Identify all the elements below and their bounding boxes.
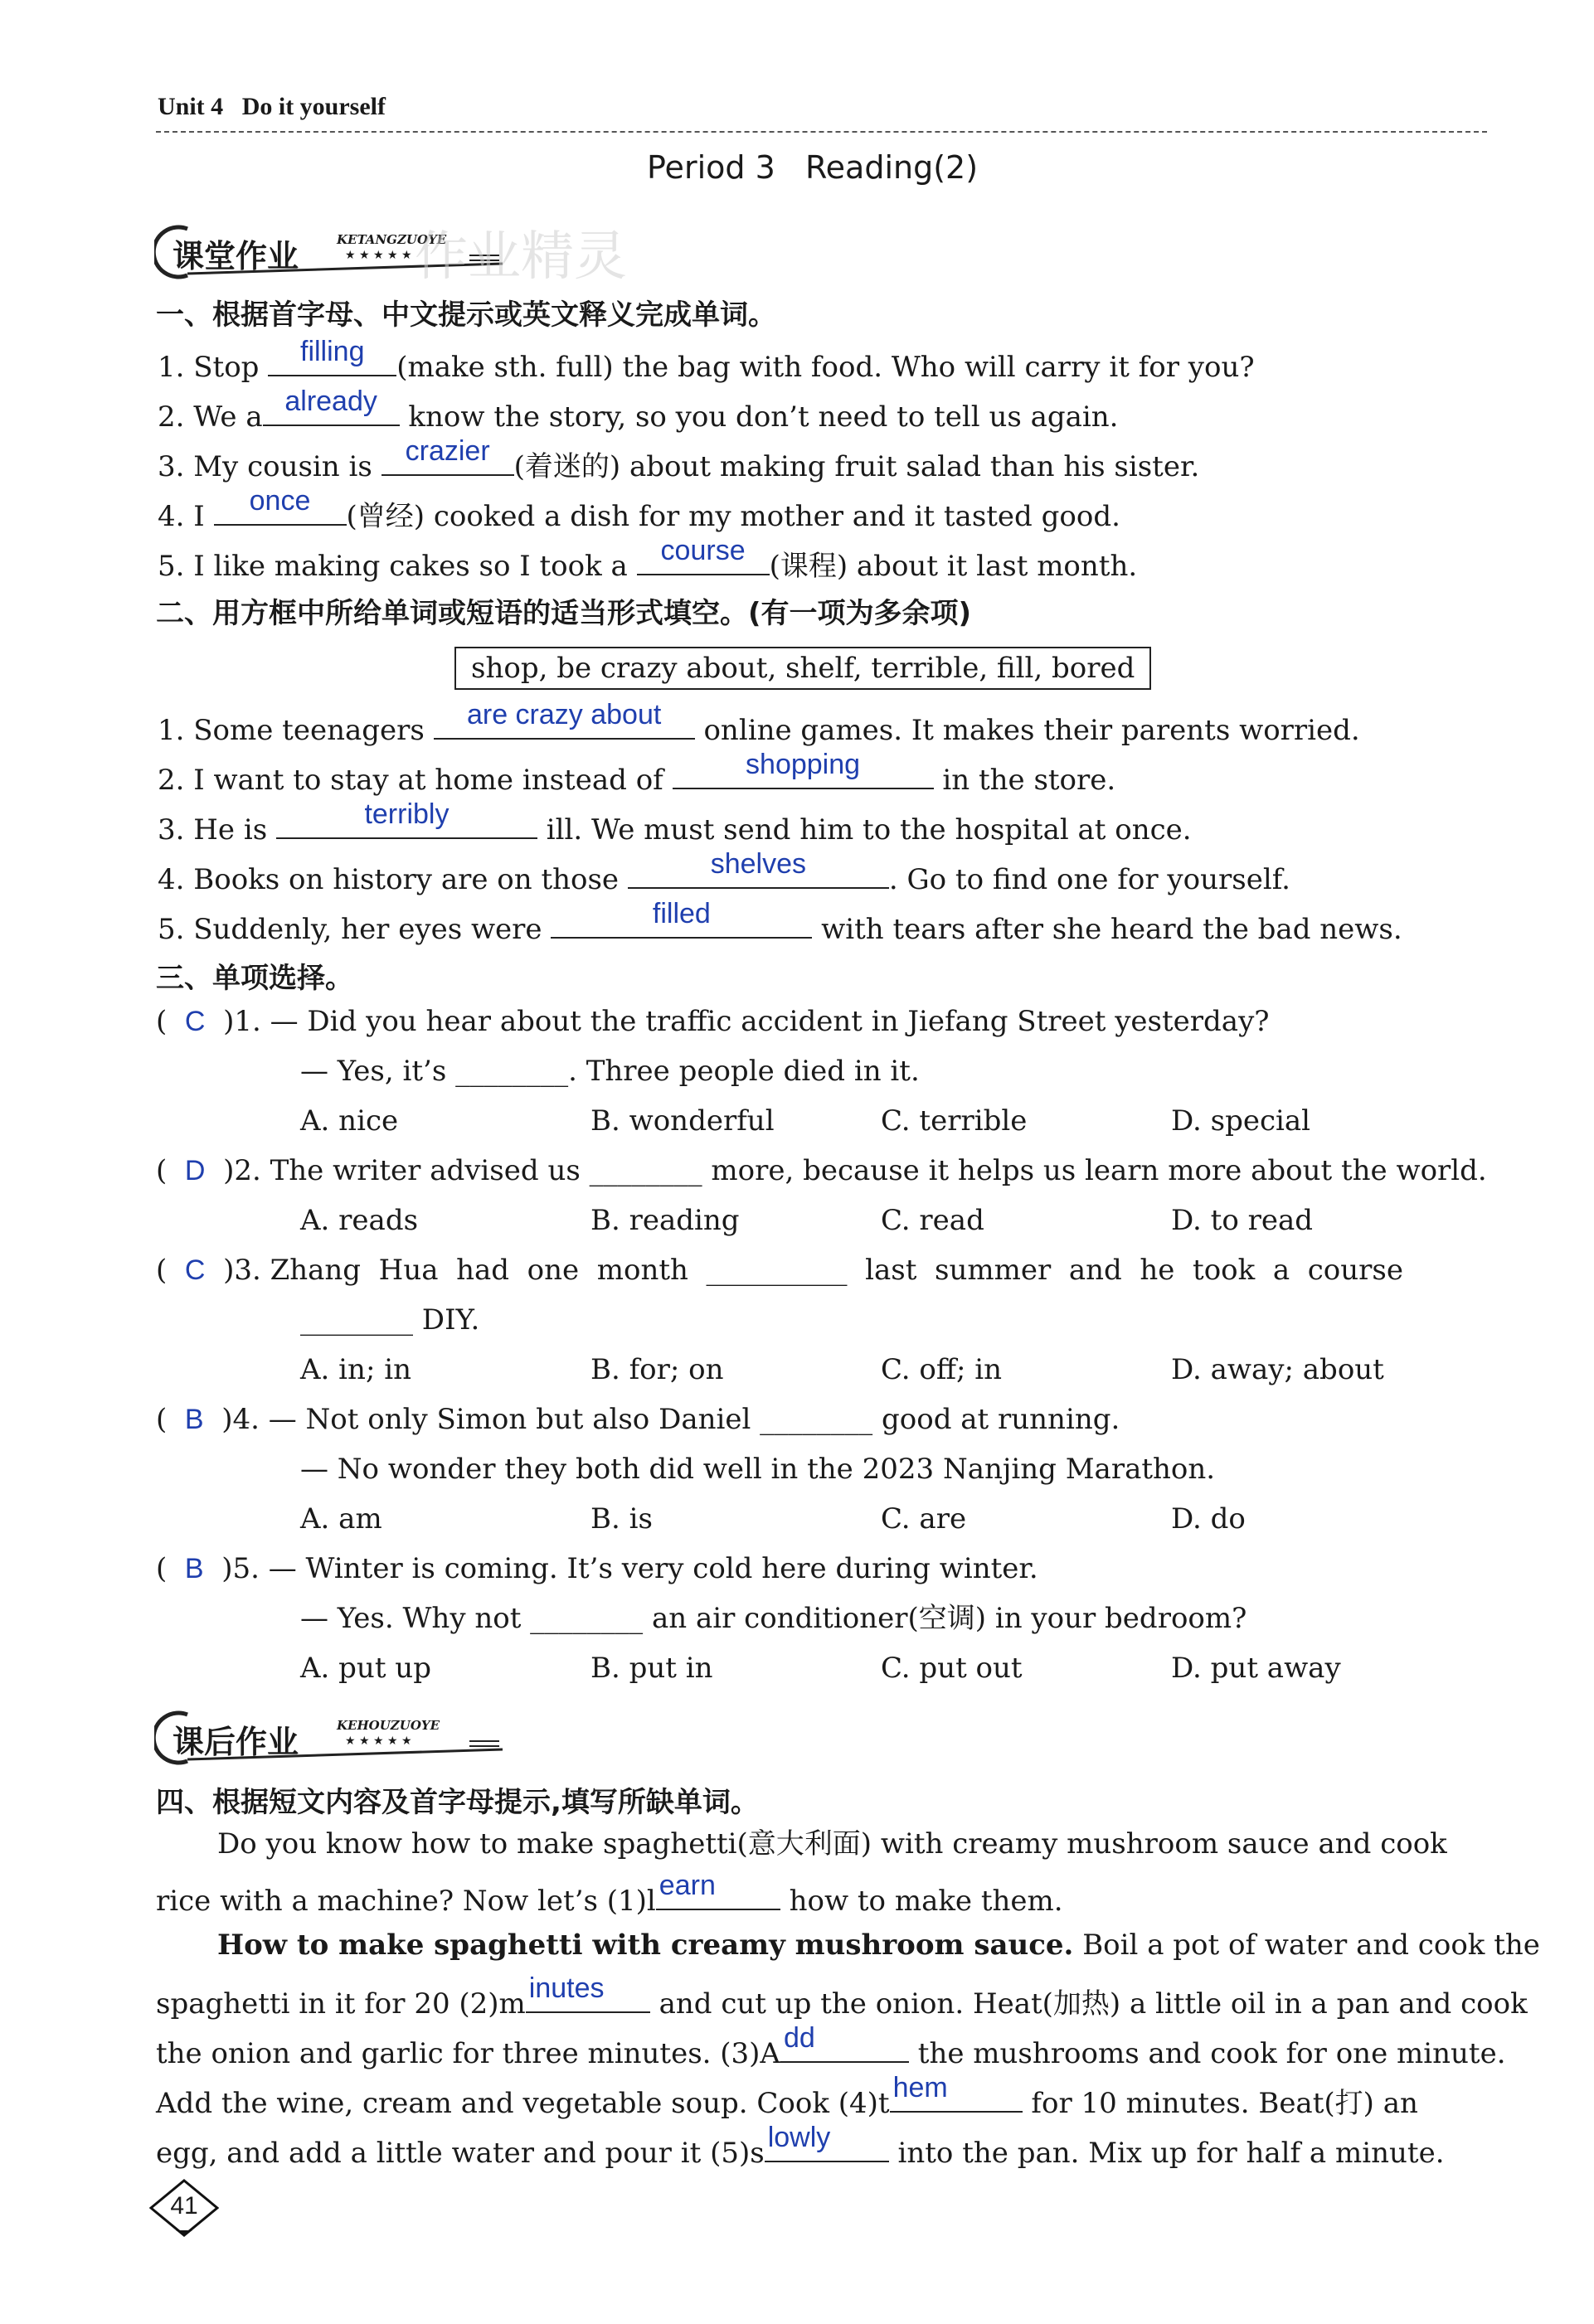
mc-option[interactable]: B. wonderful (590, 1104, 775, 1138)
header-divider (156, 131, 1487, 133)
s1-item-3: 3. My cousin is crazier (着迷的) about making fruit salad than his sister. (158, 435, 1200, 483)
mc-option[interactable]: D. to read (1171, 1204, 1314, 1237)
mc-option[interactable]: B. reading (590, 1204, 740, 1237)
unit-label: Unit 4 (158, 93, 224, 120)
mc-answer-4: B (184, 1404, 204, 1435)
passage-line-1: Do you know how to make spaghetti(意大利面) with creamy mushroom sauce and cook (217, 1827, 1447, 1861)
mc-answer-1: C (184, 1006, 206, 1037)
passage-line-3: How to make spaghetti with creamy mushroom sauce. Boil a pot of water and cook the (217, 1929, 1540, 1962)
mc-option[interactable]: B. for; on (590, 1353, 724, 1386)
s1-item-1: 1. Stop filling (make sth. full) the bag with food. Who will carry it for you? (158, 336, 1255, 384)
mc-answer-2: D (184, 1155, 206, 1186)
unit-title: Do it yourself (241, 93, 386, 120)
mc-answer-3: C (184, 1254, 206, 1286)
passage-answer-4: hem (892, 2072, 948, 2103)
mc-option[interactable]: B. is (590, 1502, 653, 1536)
passage-answer-5: lowly (767, 2122, 831, 2153)
mc-option[interactable]: A. am (300, 1502, 382, 1536)
badge-pinyin: KETANGZUOYE (337, 232, 447, 247)
mc-option[interactable]: C. off; in (881, 1353, 1003, 1386)
s2-answer-4: shelves (710, 848, 807, 880)
homework-badge (154, 1708, 519, 1768)
page-title: Period 3 Reading(2) (647, 149, 979, 186)
unit-header (158, 93, 386, 121)
s1-item-5: 5. I like making cakes so I took a course (课程) about it last month. (158, 535, 1138, 583)
section-3-title: 三、单项选择。 (156, 962, 353, 995)
s2-item-4: 4. Books on history are on those shelves . Go to find one for yourself. (158, 848, 1290, 896)
s1-answer-3: crazier (405, 435, 490, 467)
mc-question-1-line-2: — Yes, it’s ________. Three people died in it. (300, 1055, 920, 1088)
passage-answer-2: inutes (528, 1972, 605, 2004)
mc-option[interactable]: C. terrible (881, 1104, 1028, 1138)
section-4-title: 四、根据短文内容及首字母提示,填写所缺单词。 (156, 1786, 759, 1819)
s2-item-2: 2. I want to stay at home instead of shopping in the store. (158, 749, 1116, 797)
s2-item-5: 5. Suddenly, her eyes were filled with tears after she heard the bad news. (158, 898, 1402, 946)
badge-stars: ★ ★ ★ ★ ★ (345, 1735, 412, 1748)
s1-item-2: 2. We a already know the story, so you don’t need to tell us again. (158, 386, 1119, 434)
section-2-title: 二、用方框中所给单词或短语的适当形式填空。(有一项为多余项) (156, 597, 972, 630)
s2-answer-1: are crazy about (466, 699, 662, 730)
badge-label: 课后作业 (173, 1724, 299, 1760)
s1-answer-2: already (284, 386, 377, 417)
mc-option[interactable]: D. away; about (1171, 1353, 1384, 1386)
badge-stars: ★ ★ ★ ★ ★ (345, 249, 412, 262)
s1-item-4: 4. I once (曾经) cooked a dish for my mother and it tasted good. (158, 485, 1120, 533)
passage-subheading: How to make spaghetti with creamy mushroom sauce. (217, 1929, 1074, 1962)
passage-answer-1: earn (658, 1870, 716, 1901)
passage-answer-3: dd (783, 2022, 815, 2054)
mc-question-3: ( C )3. Zhang Hua had one month __________ last summer and he took a course (156, 1254, 1403, 1287)
s1-answer-4: once (249, 485, 311, 517)
mc-question-1: ( C )1. — Did you hear about the traffic accident in Jiefang Street yesterday? (156, 1005, 1270, 1038)
s2-answer-2: shopping (746, 749, 861, 780)
badge-label: 课堂作业 (173, 238, 299, 274)
passage-line-7: egg, and add a little water and pour it (5)s lowly into the pan. Mix up for half a minute. (156, 2122, 1445, 2170)
s2-item-3: 3. He is terribly ill. We must send him to the hospital at once. (158, 798, 1192, 847)
s1-answer-1: filling (300, 336, 365, 367)
mc-question-4: ( B )4. — Not only Simon but also Daniel ________ good at running. (156, 1403, 1120, 1436)
passage-line-5: the onion and garlic for three minutes. (3)A dd the mushrooms and cook for one minute. (156, 2022, 1506, 2070)
mc-option[interactable]: A. in; in (300, 1353, 411, 1386)
passage-line-4: spaghetti in it for 20 (2)m inutes and cut up the onion. Heat(加热) a little oil in a pan and cook (156, 1972, 1528, 2021)
mc-question-3-line-2: ________ DIY. (300, 1303, 480, 1337)
mc-option[interactable]: B. put in (590, 1652, 713, 1685)
mc-question-5: ( B )5. — Winter is coming. It’s very cold here during winter. (156, 1552, 1038, 1585)
passage-line-2: rice with a machine? Now let’s (1)l earn how to make them. (156, 1870, 1063, 1918)
mc-option[interactable]: A. put up (300, 1652, 431, 1685)
mc-question-2: ( D )2. The writer advised us ________ more, because it helps us learn more about the world. (156, 1154, 1487, 1187)
mc-option[interactable]: C. read (881, 1204, 984, 1237)
watermark: 作业精灵 (415, 226, 627, 288)
mc-answer-5: B (184, 1553, 204, 1584)
mc-option[interactable]: D. do (1171, 1502, 1246, 1536)
s2-answer-3: terribly (364, 798, 450, 830)
section-1-title: 一、根据首字母、中文提示或英文释义完成单词。 (156, 298, 776, 332)
passage-line-6: Add the wine, cream and vegetable soup. Cook (4)t hem for 10 minutes. Beat(打) an (156, 2072, 1418, 2120)
mc-option[interactable]: A. reads (300, 1204, 419, 1237)
mc-option[interactable]: C. are (881, 1502, 967, 1536)
mc-question-4-line-2: — No wonder they both did well in the 2023 Nanjing Marathon. (300, 1453, 1216, 1486)
s2-item-1: 1. Some teenagers are crazy about online games. It makes their parents worried. (158, 699, 1360, 747)
mc-option[interactable]: D. special (1171, 1104, 1311, 1138)
word-box: shop, be crazy about, shelf, terrible, fill, bored (454, 647, 1151, 690)
page-number: 41 (170, 2192, 198, 2220)
s2-answer-5: filled (652, 898, 711, 929)
mc-option[interactable]: C. put out (881, 1652, 1023, 1685)
mc-option[interactable]: D. put away (1171, 1652, 1341, 1685)
s1-answer-5: course (660, 535, 746, 566)
badge-pinyin: KEHOUZUOYE (337, 1718, 440, 1733)
mc-option[interactable]: A. nice (300, 1104, 399, 1138)
mc-question-5-line-2: — Yes. Why not ________ an air conditioner(空调) in your bedroom? (300, 1602, 1247, 1635)
page-number-badge (149, 2179, 219, 2237)
